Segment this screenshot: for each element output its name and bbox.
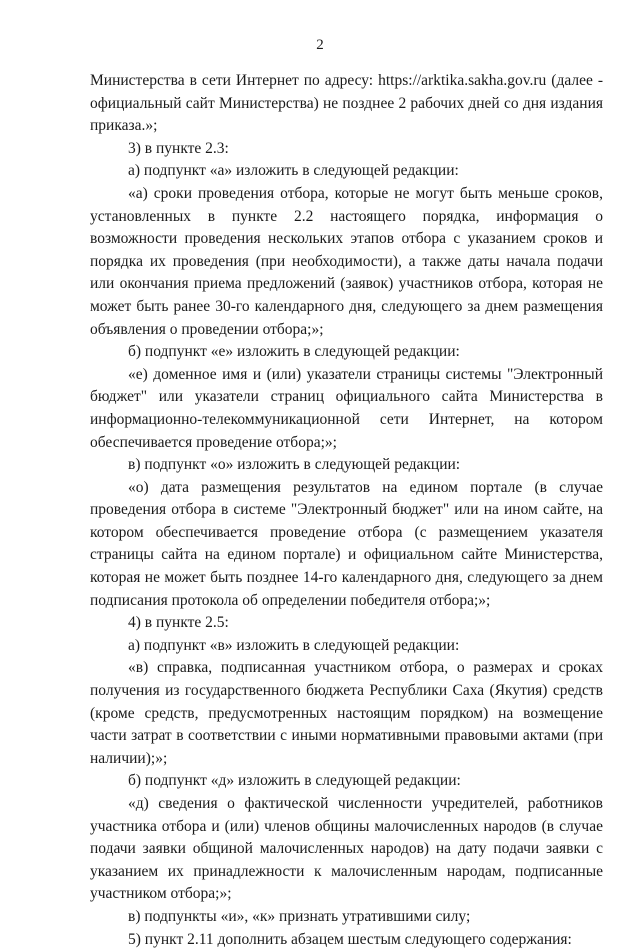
paragraph-subitem-b-2: б) подпункт «д» изложить в следующей редакции: bbox=[128, 772, 461, 790]
paragraph-subitem-v-2: в) подпункты «и», «к» признать утратившими силу; bbox=[128, 907, 471, 925]
paragraph-subitem-a-2: а) подпункт «в» изложить в следующей редакции: bbox=[128, 636, 460, 654]
document-body bbox=[90, 70, 603, 951]
paragraph-quote-o: «о) дата размещения результатов на едином портале (в случае проведения отбора в системе "Электронный бюджет" или на ином сайте, на котором обеспечивается проведение отбора (с размещением указателя страницы сайта на едином портале) и официальном сайте Министерства, которая не может быть позднее 14-го календарного дня, следующего за днем подписания протокола об определении победителя отбора;»; bbox=[90, 478, 603, 609]
paragraph-subitem-v: в) подпункт «о» изложить в следующей редакции: bbox=[128, 456, 461, 474]
paragraph-item-3: 3) в пункте 2.3: bbox=[128, 139, 229, 157]
paragraph-item-5: 5) пункт 2.11 дополнить абзацем шестым следующего содержания: bbox=[128, 930, 572, 948]
paragraph-subitem-a: а) подпункт «а» изложить в следующей редакции: bbox=[128, 162, 459, 180]
paragraph-quote-a: «а) сроки проведения отбора, которые не могут быть меньше сроков, установленных в пункте 2.2 настоящего порядка, информация о возможности проведения нескольких этапов отбора с указанием сроков и порядка их проведения (при необходимости), а также даты начала подачи или окончания приема предложений (заявок) участников отбора, которая не может быть ранее 30-го календарного дня, следующего за днем размещения объявления о проведении отбора;»; bbox=[90, 184, 603, 338]
paragraph-quote-e: «е) доменное имя и (или) указатели страницы системы "Электронный бюджет" или указатели страниц официального сайта Министерства в информационно-телекоммуникационной сети Интернет, на котором обеспечивается проведение отбора;»; bbox=[90, 365, 603, 451]
paragraph-quote-d: «д) сведения о фактической численности учредителей, работников участника отбора и (или) членов общины малочисленных народов (в случае подачи заявки общиной малочисленных народов) на дату подачи заявки с указанием их принадлежности к малочисленным народам, подписанные участником отбора;»; bbox=[90, 795, 603, 903]
paragraph-quote-v: «в) справка, подписанная участником отбора, о размерах и сроках получения из государственного бюджета Республики Саха (Якутия) средств (кроме средств, предусмотренных настоящим порядком) на возмещение части затрат в соответствии с иными нормативными правовыми актами (при наличии);»; bbox=[90, 659, 603, 767]
paragraph-item-4: 4) в пункте 2.5: bbox=[128, 614, 229, 632]
paragraph-continuation: Министерства в сети Интернет по адресу: https://arktika.sakha.gov.ru (далее - официальный сайт Министерства) не позднее 2 рабочих дней со дня издания приказа.»; bbox=[90, 72, 603, 135]
page-number: 2 bbox=[316, 37, 324, 53]
paragraph-subitem-b: б) подпункт «е» изложить в следующей редакции: bbox=[128, 343, 460, 361]
